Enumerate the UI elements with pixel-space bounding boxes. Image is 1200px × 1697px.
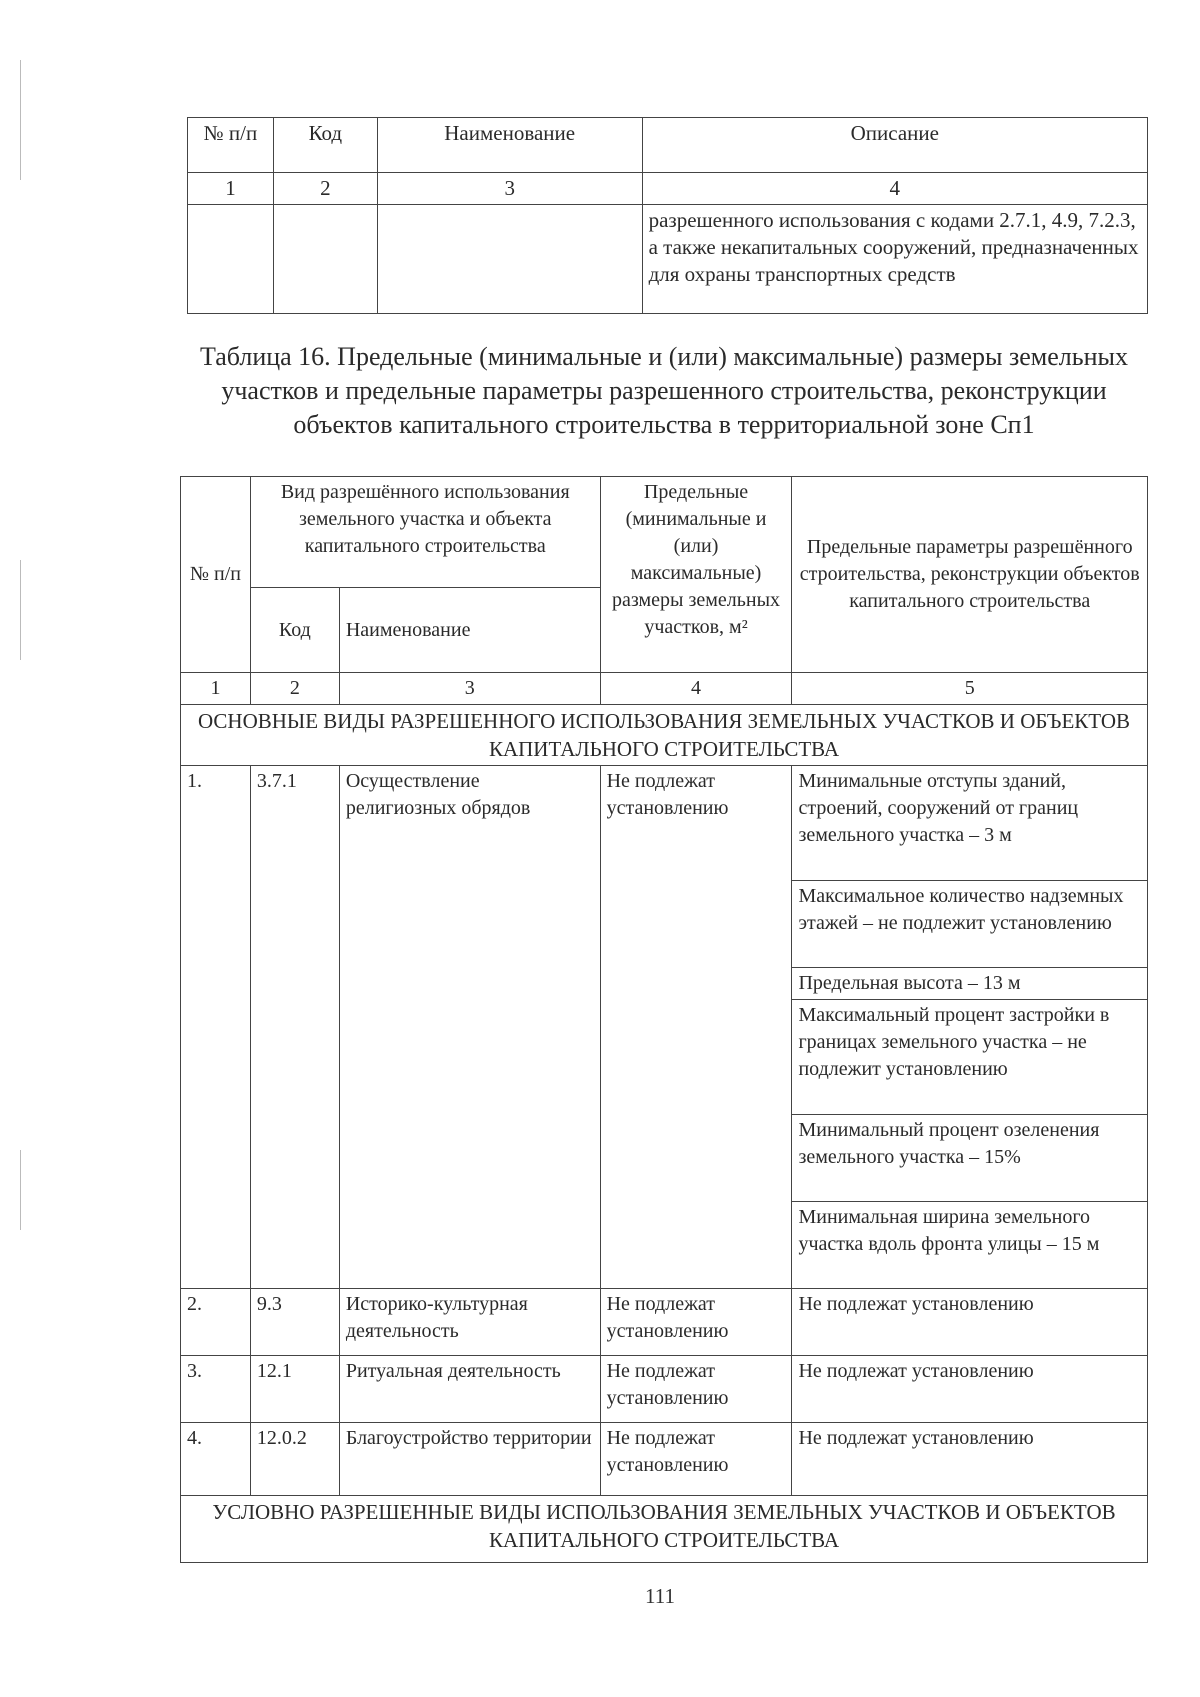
col-number: 4 — [600, 673, 792, 705]
col-number: 3 — [377, 173, 642, 205]
section-row — [181, 1496, 1148, 1563]
row-name: Благоустройство территории — [339, 1423, 600, 1496]
row-code: 12.0.2 — [250, 1423, 339, 1496]
header-vid: Вид разрешённого использования земельного участка и объекта капитального строительства — [250, 477, 600, 588]
row-name: Историко-культурная деятельность — [339, 1289, 600, 1356]
section-row — [181, 705, 1148, 766]
description-cell: разрешенного использования с кодами 2.7.1, 4.9, 7.2.3, а также некапитальных сооружений, предназначенных для охраны транспортных средств — [642, 205, 1147, 314]
param-item: Предельная высота – 13 м — [792, 968, 1147, 1000]
header-params: Предельные параметры разрешённого строительства, реконструкции объектов капитального строительства — [792, 477, 1148, 673]
section-conditional-heading: УСЛОВНО РАЗРЕШЕННЫЕ ВИДЫ ИСПОЛЬЗОВАНИЯ ЗЕМЕЛЬНЫХ УЧАСТКОВ И ОБЪЕКТОВ КАПИТАЛЬНОГО СТРОИТЕЛЬСТВА — [181, 1496, 1148, 1563]
header-name: Наименование — [339, 588, 600, 673]
header-sizes: Предельные (минимальные и (или) максимальные) размеры земельных участков, м² — [600, 477, 792, 673]
header-description: Описание — [642, 118, 1147, 173]
col-number: 3 — [339, 673, 600, 705]
scan-margin-line — [20, 1150, 21, 1230]
col-number: 1 — [181, 673, 251, 705]
row-num: 1. — [181, 766, 251, 1289]
param-item: Минимальная ширина земельного участка вдоль фронта улицы – 15 м — [798, 1206, 1100, 1255]
column-number-row — [188, 173, 1148, 205]
row-code: 12.1 — [250, 1356, 339, 1423]
row-code: 3.7.1 — [250, 766, 339, 1289]
row-sizes: Не подлежат установлению — [600, 1423, 792, 1496]
col-number: 2 — [250, 673, 339, 705]
row-params: Не подлежат установлению — [792, 1356, 1148, 1423]
scan-margin-line — [20, 60, 21, 180]
row-name: Осуществление религиозных обрядов — [339, 766, 600, 1289]
scan-margin-line — [20, 560, 21, 660]
params-list — [792, 766, 1147, 1288]
row-code: 9.3 — [250, 1289, 339, 1356]
empty-cell — [377, 205, 642, 314]
col-number: 1 — [188, 173, 274, 205]
empty-cell — [273, 205, 377, 314]
col-number: 5 — [792, 673, 1148, 705]
col-number: 2 — [273, 173, 377, 205]
table-header-row — [181, 477, 1148, 588]
section-main-heading: ОСНОВНЫЕ ВИДЫ РАЗРЕШЕННОГО ИСПОЛЬЗОВАНИЯ ЗЕМЕЛЬНЫХ УЧАСТКОВ И ОБЪЕКТОВ КАПИТАЛЬНОГО СТРОИТЕЛЬСТВА — [181, 705, 1148, 766]
header-code: Код — [273, 118, 377, 173]
param-item: Максимальный процент застройки в границах земельного участка – не подлежит установлению — [792, 1000, 1147, 1115]
header-num: № п/п — [188, 118, 274, 173]
zone-parameters-table — [180, 476, 1148, 1563]
row-sizes: Не подлежат установлению — [600, 766, 792, 1289]
continuation-table — [187, 117, 1148, 314]
table-header-row — [188, 118, 1148, 173]
header-code: Код — [250, 588, 339, 673]
row-num: 2. — [181, 1289, 251, 1356]
table-row — [181, 766, 1148, 1289]
param-item: Минимальный процент озеленения земельного участка – 15% — [792, 1115, 1147, 1202]
row-sizes: Не подлежат установлению — [600, 1289, 792, 1356]
table-row — [181, 1356, 1148, 1423]
row-name: Ритуальная деятельность — [339, 1356, 600, 1423]
empty-cell — [188, 205, 274, 314]
param-item: Максимальное количество надземных этажей – не подлежит установлению — [792, 881, 1147, 968]
header-name: Наименование — [377, 118, 642, 173]
row-params: Не подлежат установлению — [792, 1423, 1148, 1496]
table-row — [181, 1423, 1148, 1496]
page-number: 111 — [645, 1584, 675, 1608]
table-caption: Таблица 16. Предельные (минимальные и (или) максимальные) размеры земельных участков и предельные параметры разрешенного строительства, реконструкции объектов капитального строительства в территориальной зоне Сп1 — [199, 342, 1128, 439]
header-num: № п/п — [181, 477, 251, 673]
table-row — [188, 205, 1148, 314]
table-row — [181, 1289, 1148, 1356]
column-number-row — [181, 673, 1148, 705]
row-params: Не подлежат установлению — [792, 1289, 1148, 1356]
row-sizes: Не подлежат установлению — [600, 1356, 792, 1423]
row-num: 3. — [181, 1356, 251, 1423]
col-number: 4 — [642, 173, 1147, 205]
row-params — [792, 766, 1148, 1289]
param-item: Минимальные отступы зданий, строений, сооружений от границ земельного участка – 3 м — [792, 766, 1147, 881]
row-num: 4. — [181, 1423, 251, 1496]
